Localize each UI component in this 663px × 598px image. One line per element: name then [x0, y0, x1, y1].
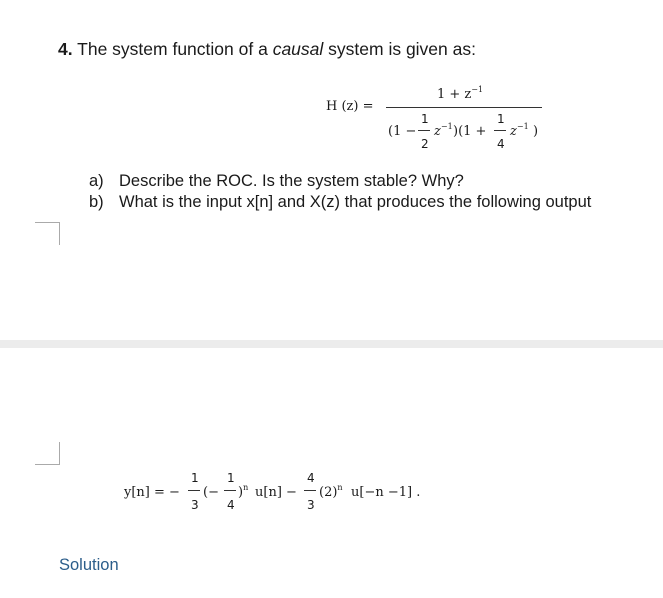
- out-term2: $(2)^n$: [319, 483, 343, 500]
- tf-den-frac2-den: 4: [497, 137, 505, 151]
- part-a: [89, 172, 464, 191]
- tf-lhs: H (z) =: [326, 99, 374, 114]
- out-step1: u[n] −: [255, 485, 297, 500]
- part-b-label: b): [89, 193, 104, 211]
- tf-den-frac2-bar: [494, 130, 506, 131]
- question-heading: [58, 39, 476, 60]
- tf-numerator: $1 + z^{-1}$: [437, 85, 484, 102]
- out-close1: )$^n$: [238, 483, 249, 500]
- question-text-after: system is given as:: [328, 39, 476, 59]
- question-number: 4.: [58, 39, 73, 59]
- tf-fraction-bar: [386, 107, 542, 108]
- part-b: [89, 193, 591, 212]
- corner-mark-bottom: [35, 442, 60, 465]
- out-f3-den: 3: [307, 498, 315, 512]
- tf-den-frac1-num: 1: [421, 112, 429, 126]
- out-f3-num: 4: [307, 471, 315, 485]
- question-emphasis: causal: [272, 39, 324, 59]
- section-divider: [0, 340, 663, 348]
- tf-den-open: (1 −: [388, 124, 417, 139]
- tf-den-mid: $z^{-1}$: [434, 122, 453, 139]
- part-b-text: What is the input x[n] and X(z) that produces the following output: [119, 193, 592, 211]
- question-text-before: The system function of a: [77, 39, 268, 59]
- tf-den-end: $z^{-1}$: [510, 122, 529, 139]
- out-f2-num: 1: [227, 471, 235, 485]
- out-f1-num: 1: [191, 471, 199, 485]
- out-f3-bar: [304, 490, 316, 491]
- part-a-text: Describe the ROC. Is the system stable? Why?: [119, 172, 464, 190]
- solution-link[interactable]: Solution: [59, 556, 119, 574]
- tf-den-mid2: )(1 +: [453, 124, 487, 139]
- out-lhs: y[n] = −: [124, 485, 180, 500]
- tf-den-frac1-den: 2: [421, 137, 429, 151]
- out-step2: u[−n −1] .: [351, 485, 421, 500]
- out-f2-bar: [224, 490, 236, 491]
- part-a-label: a): [89, 172, 104, 190]
- out-f1-bar: [188, 490, 200, 491]
- out-f1-den: 3: [191, 498, 199, 512]
- out-f2-den: 4: [227, 498, 235, 512]
- corner-mark-top: [35, 222, 60, 245]
- tf-den-close: ): [533, 124, 539, 139]
- out-open1: (−: [203, 485, 219, 500]
- tf-den-frac1-bar: [418, 130, 430, 131]
- tf-den-frac2-num: 1: [497, 112, 505, 126]
